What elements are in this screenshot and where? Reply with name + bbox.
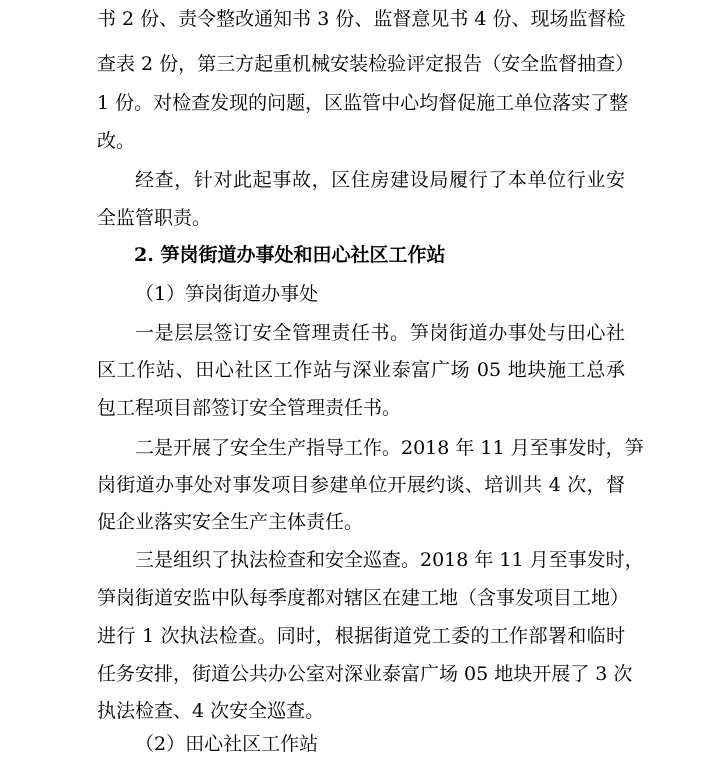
paragraph-line: 笋岗街道安监中队每季度都对辖区在建工地（含事发项目工地） — [97, 587, 630, 609]
paragraph-line: 三是组织了执法检查和安全巡查。2018 年 11 月至事发时， — [135, 549, 644, 571]
subsection-heading: （1）笋岗街道办事处 — [135, 283, 319, 305]
paragraph-line: 岗街道办事处对事发项目参建单位开展约谈、培训共 4 次，督 — [97, 474, 625, 496]
paragraph-line: 区工作站、田心社区工作站与深业泰富广场 05 地块施工总承 — [97, 359, 625, 381]
section-heading: 2. 笋岗街道办事处和田心社区工作站 — [134, 244, 446, 266]
paragraph-line: 书 2 份、责令整改通知书 3 份、监督意见书 4 份、现场监督检 — [97, 8, 626, 30]
paragraph-line: 二是开展了安全生产指导工作。2018 年 11 月至事发时，笋 — [135, 437, 644, 459]
paragraph-line: 任务安排，街道公共办公室对深业泰富广场 05 地块开展了 3 次 — [97, 663, 633, 685]
paragraph-line: 执法检查、4 次安全巡查。 — [97, 700, 325, 722]
paragraph-line: 查表 2 份，第三方起重机械安装检验评定报告（安全监督抽查） — [97, 53, 635, 75]
paragraph-line: 包工程项目部签订安全管理责任书。 — [97, 397, 402, 419]
paragraph-line: 1 份。对检查发现的问题，区监管中心均督促施工单位落实了整 — [97, 92, 629, 114]
paragraph-line: 全监管职责。 — [97, 207, 212, 229]
paragraph-line: 促企业落实安全生产主体责任。 — [97, 511, 364, 533]
paragraph-line: 进行 1 次执法检查。同时，根据街道党工委的工作部署和临时 — [97, 625, 625, 647]
subsection-heading: （2）田心社区工作站 — [135, 733, 319, 755]
paragraph-line: 改。 — [97, 130, 136, 152]
paragraph-line: 一是层层签订安全管理责任书。笋岗街道办事处与田心社 — [135, 322, 625, 344]
paragraph-line: 经查，针对此起事故，区住房建设局履行了本单位行业安 — [135, 169, 625, 191]
